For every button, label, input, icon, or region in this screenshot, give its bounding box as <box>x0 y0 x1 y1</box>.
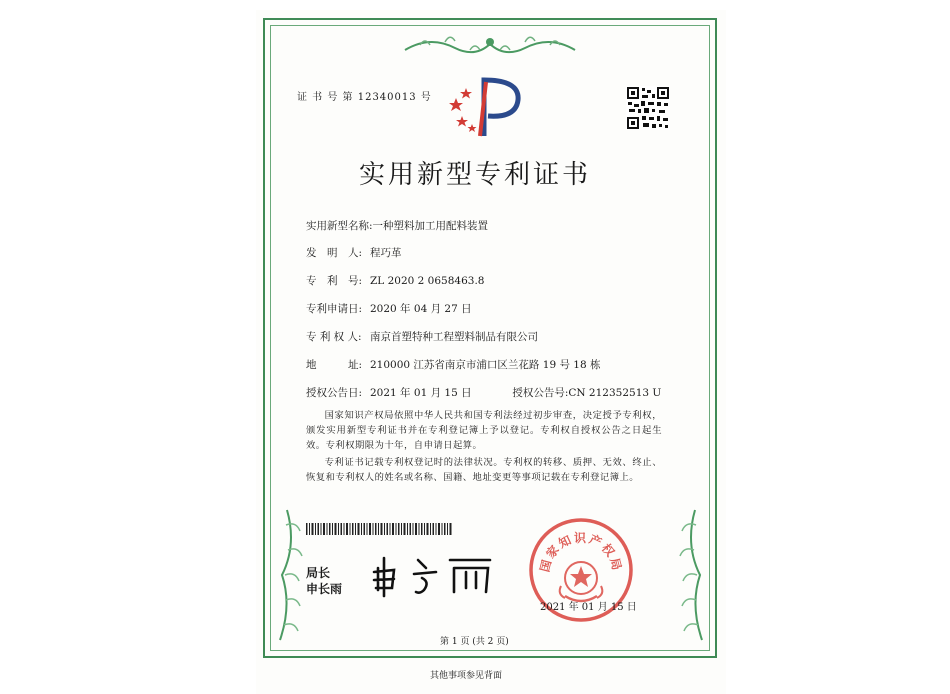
grant-number-value: CN 212352513 U <box>568 387 662 399</box>
paragraph-grant-statement: 国家知识产权局依照中华人民共和国专利法经过初步审查，决定授予专利权，颁发实用新型专利证书并在专利登记簿上予以登记。专利权自授权公告之日起生效。专利权期限为十年，自申请日起算。 <box>306 410 662 451</box>
grant-date-value: 2021 年 01 月 15 日 <box>370 387 472 399</box>
patent-office-logo-icon <box>448 76 522 138</box>
field-value: 南京首塑特种工程塑料制品有限公司 <box>370 331 538 343</box>
signatory-title: 局长 <box>306 566 331 580</box>
footnote-see-reverse: 其他事项参见背面 <box>430 671 503 681</box>
field-label: 专 利 号: <box>306 275 363 287</box>
page-number: 第 1 页 (共 2 页) <box>440 637 509 647</box>
grant-number-label: 授权公告号: <box>512 387 569 399</box>
field-value: ZL 2020 2 0658463.8 <box>370 275 485 287</box>
grant-date-label: 授权公告日: <box>306 387 363 399</box>
field-value: 2020 年 04 月 27 日 <box>370 303 472 315</box>
seal-text: 国家知识产权局 <box>537 531 625 574</box>
field-address <box>306 357 601 372</box>
qr-code-icon <box>626 86 670 130</box>
field-label: 专利申请日: <box>306 303 363 315</box>
certificate-number: 证 书 号 第 12340013 号 <box>297 92 432 103</box>
certificate-title: 实用新型专利证书 <box>358 160 591 190</box>
field-label: 地 址: <box>306 359 363 371</box>
field-label: 发 明 人: <box>306 247 363 259</box>
field-grant-announcement <box>306 385 661 400</box>
field-application-date <box>306 301 472 316</box>
paragraph-legal-status: 专利证书记载专利权登记时的法律状况。专利权的转移、质押、无效、终止、恢复和专利权人的姓名或名称、国籍、地址变更等事项记载在专利登记簿上。 <box>306 457 662 483</box>
field-inventor <box>306 245 402 260</box>
seal-date: 2021 年 01 月 15 日 <box>540 602 637 613</box>
field-value: 程巧革 <box>370 247 402 259</box>
field-label: 实用新型名称: <box>306 220 373 232</box>
field-value: 一种塑料加工用配料装置 <box>372 220 489 232</box>
field-value: 210000 江苏省南京市浦口区兰花路 19 号 18 栋 <box>370 359 601 371</box>
handwritten-signature <box>370 548 500 598</box>
certificate-body-text <box>306 408 662 487</box>
barcode-icon <box>306 523 454 535</box>
field-patentee <box>306 329 538 344</box>
field-label: 专 利 权 人: <box>306 331 362 343</box>
field-utility-model-name <box>306 218 488 233</box>
field-patent-number <box>306 273 484 288</box>
signatory-name: 申长雨 <box>306 582 343 596</box>
